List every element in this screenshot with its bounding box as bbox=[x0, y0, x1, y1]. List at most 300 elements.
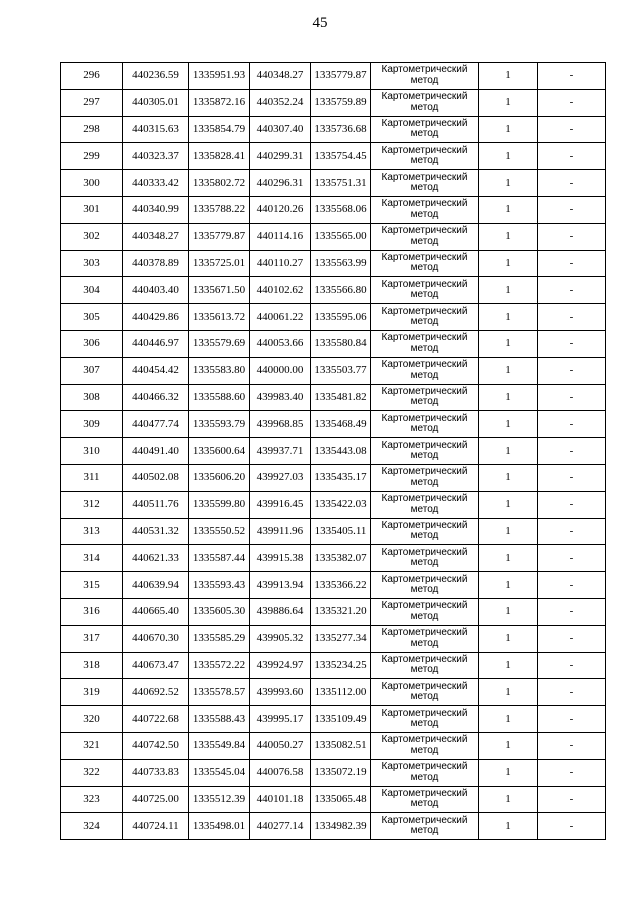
method-text-line2: метод bbox=[410, 396, 439, 408]
extra-cell: - bbox=[538, 330, 606, 357]
method-text-line2: метод bbox=[410, 798, 439, 810]
x1-cell: 440531.32 bbox=[123, 518, 189, 545]
extra-cell: - bbox=[538, 223, 606, 250]
y2-cell: 1334982.39 bbox=[311, 813, 371, 840]
extra-cell: - bbox=[538, 706, 606, 733]
point-number-cell: 320 bbox=[61, 706, 123, 733]
x1-cell: 440511.76 bbox=[123, 491, 189, 518]
table-row bbox=[61, 759, 606, 786]
point-number-cell: 324 bbox=[61, 813, 123, 840]
method-cell bbox=[371, 330, 479, 357]
method-cell bbox=[371, 598, 479, 625]
table-row bbox=[61, 223, 606, 250]
y1-cell: 1335725.01 bbox=[189, 250, 250, 277]
y1-cell: 1335545.04 bbox=[189, 759, 250, 786]
x2-cell: 440000.00 bbox=[250, 357, 311, 384]
method-text-line2: метод bbox=[410, 101, 439, 113]
point-number-cell: 309 bbox=[61, 411, 123, 438]
point-number-cell: 321 bbox=[61, 732, 123, 759]
point-number-cell: 308 bbox=[61, 384, 123, 411]
x2-cell: 439915.38 bbox=[250, 545, 311, 572]
y2-cell: 1335736.68 bbox=[311, 116, 371, 143]
x1-cell: 440466.32 bbox=[123, 384, 189, 411]
method-text-line2: метод bbox=[410, 316, 439, 328]
method-text-line1: Картометрический bbox=[381, 91, 468, 103]
method-text-line1: Картометрический bbox=[381, 412, 468, 424]
y2-cell: 1335405.11 bbox=[311, 518, 371, 545]
accuracy-cell: 1 bbox=[479, 170, 538, 197]
point-number-cell: 298 bbox=[61, 116, 123, 143]
y1-cell: 1335600.64 bbox=[189, 438, 250, 465]
method-text-line1: Картометрический bbox=[381, 385, 468, 397]
table-row bbox=[61, 143, 606, 170]
y1-cell: 1335788.22 bbox=[189, 196, 250, 223]
x2-cell: 440050.27 bbox=[250, 732, 311, 759]
x2-cell: 440061.22 bbox=[250, 304, 311, 331]
method-text-line2: метод bbox=[410, 450, 439, 462]
method-text-line2: метод bbox=[410, 155, 439, 167]
method-text-line1: Картометрический bbox=[381, 64, 468, 76]
y2-cell: 1335503.77 bbox=[311, 357, 371, 384]
x2-cell: 440352.24 bbox=[250, 89, 311, 116]
method-text-line1: Картометрический bbox=[381, 761, 468, 773]
accuracy-cell: 1 bbox=[479, 491, 538, 518]
method-text-line2: метод bbox=[410, 369, 439, 381]
x1-cell: 440639.94 bbox=[123, 572, 189, 599]
accuracy-cell: 1 bbox=[479, 89, 538, 116]
table-row bbox=[61, 545, 606, 572]
y1-cell: 1335585.29 bbox=[189, 625, 250, 652]
extra-cell: - bbox=[538, 277, 606, 304]
accuracy-cell: 1 bbox=[479, 652, 538, 679]
x1-cell: 440315.63 bbox=[123, 116, 189, 143]
y1-cell: 1335512.39 bbox=[189, 786, 250, 813]
method-text-line2: метод bbox=[410, 691, 439, 703]
method-text-line2: метод bbox=[410, 74, 439, 86]
method-cell bbox=[371, 491, 479, 518]
page-number: 45 bbox=[312, 15, 328, 31]
accuracy-cell: 1 bbox=[479, 438, 538, 465]
method-text-line2: метод bbox=[410, 182, 439, 194]
method-cell bbox=[371, 196, 479, 223]
extra-cell: - bbox=[538, 411, 606, 438]
accuracy-cell: 1 bbox=[479, 732, 538, 759]
method-cell bbox=[371, 143, 479, 170]
method-text-line1: Картометрический bbox=[381, 493, 468, 505]
y2-cell: 1335565.00 bbox=[311, 223, 371, 250]
method-text-line1: Картометрический bbox=[381, 466, 468, 478]
x2-cell: 439995.17 bbox=[250, 706, 311, 733]
method-cell bbox=[371, 759, 479, 786]
x1-cell: 440348.27 bbox=[123, 223, 189, 250]
method-cell bbox=[371, 652, 479, 679]
accuracy-cell: 1 bbox=[479, 625, 538, 652]
x1-cell: 440725.00 bbox=[123, 786, 189, 813]
y2-cell: 1335277.34 bbox=[311, 625, 371, 652]
extra-cell: - bbox=[538, 384, 606, 411]
x2-cell: 440102.62 bbox=[250, 277, 311, 304]
y2-cell: 1335234.25 bbox=[311, 652, 371, 679]
x2-cell: 440120.26 bbox=[250, 196, 311, 223]
method-text-line2: метод bbox=[410, 771, 439, 783]
extra-cell: - bbox=[538, 786, 606, 813]
point-number-cell: 306 bbox=[61, 330, 123, 357]
table-row bbox=[61, 464, 606, 491]
point-number-cell: 299 bbox=[61, 143, 123, 170]
x1-cell: 440429.86 bbox=[123, 304, 189, 331]
extra-cell: - bbox=[538, 545, 606, 572]
extra-cell: - bbox=[538, 572, 606, 599]
x2-cell: 439937.71 bbox=[250, 438, 311, 465]
method-text-line1: Картометрический bbox=[381, 251, 468, 263]
method-text-line2: метод bbox=[410, 503, 439, 515]
x1-cell: 440742.50 bbox=[123, 732, 189, 759]
table-row bbox=[61, 89, 606, 116]
method-text-line2: метод bbox=[410, 637, 439, 649]
y1-cell: 1335951.93 bbox=[189, 63, 250, 90]
extra-cell: - bbox=[538, 491, 606, 518]
method-cell bbox=[371, 786, 479, 813]
y2-cell: 1335759.89 bbox=[311, 89, 371, 116]
method-cell bbox=[371, 384, 479, 411]
accuracy-cell: 1 bbox=[479, 598, 538, 625]
table-row bbox=[61, 491, 606, 518]
extra-cell: - bbox=[538, 759, 606, 786]
x2-cell: 440299.31 bbox=[250, 143, 311, 170]
point-number-cell: 302 bbox=[61, 223, 123, 250]
y2-cell: 1335595.06 bbox=[311, 304, 371, 331]
x2-cell: 439905.32 bbox=[250, 625, 311, 652]
table-row bbox=[61, 357, 606, 384]
extra-cell: - bbox=[538, 598, 606, 625]
method-text-line2: метод bbox=[410, 557, 439, 569]
x2-cell: 440277.14 bbox=[250, 813, 311, 840]
x1-cell: 440236.59 bbox=[123, 63, 189, 90]
y2-cell: 1335566.80 bbox=[311, 277, 371, 304]
method-text-line1: Картометрический bbox=[381, 225, 468, 237]
y1-cell: 1335550.52 bbox=[189, 518, 250, 545]
accuracy-cell: 1 bbox=[479, 116, 538, 143]
x1-cell: 440477.74 bbox=[123, 411, 189, 438]
extra-cell: - bbox=[538, 438, 606, 465]
y2-cell: 1335751.31 bbox=[311, 170, 371, 197]
y1-cell: 1335671.50 bbox=[189, 277, 250, 304]
method-cell bbox=[371, 625, 479, 652]
method-text-line2: метод bbox=[410, 718, 439, 730]
table-body bbox=[61, 63, 606, 840]
method-text-line1: Картометрический bbox=[381, 546, 468, 558]
method-text-line1: Картометрический bbox=[381, 117, 468, 129]
accuracy-cell: 1 bbox=[479, 786, 538, 813]
accuracy-cell: 1 bbox=[479, 759, 538, 786]
y1-cell: 1335606.20 bbox=[189, 464, 250, 491]
method-text-line1: Картометрический bbox=[381, 627, 468, 639]
y2-cell: 1335481.82 bbox=[311, 384, 371, 411]
point-number-cell: 304 bbox=[61, 277, 123, 304]
x2-cell: 440296.31 bbox=[250, 170, 311, 197]
point-number-cell: 305 bbox=[61, 304, 123, 331]
y1-cell: 1335578.57 bbox=[189, 679, 250, 706]
table-row bbox=[61, 438, 606, 465]
method-text-line2: метод bbox=[410, 664, 439, 676]
x2-cell: 440307.40 bbox=[250, 116, 311, 143]
accuracy-cell: 1 bbox=[479, 545, 538, 572]
method-text-line1: Картометрический bbox=[381, 144, 468, 156]
method-text-line1: Картометрический bbox=[381, 814, 468, 826]
point-number-cell: 301 bbox=[61, 196, 123, 223]
x1-cell: 440724.11 bbox=[123, 813, 189, 840]
table-row bbox=[61, 572, 606, 599]
method-text-line1: Картометрический bbox=[381, 787, 468, 799]
x2-cell: 440348.27 bbox=[250, 63, 311, 90]
method-cell bbox=[371, 223, 479, 250]
method-cell bbox=[371, 438, 479, 465]
accuracy-cell: 1 bbox=[479, 384, 538, 411]
extra-cell: - bbox=[538, 196, 606, 223]
point-number-cell: 323 bbox=[61, 786, 123, 813]
accuracy-cell: 1 bbox=[479, 196, 538, 223]
method-cell bbox=[371, 464, 479, 491]
y1-cell: 1335605.30 bbox=[189, 598, 250, 625]
table-row bbox=[61, 170, 606, 197]
point-number-cell: 296 bbox=[61, 63, 123, 90]
y2-cell: 1335779.87 bbox=[311, 63, 371, 90]
x2-cell: 439927.03 bbox=[250, 464, 311, 491]
table-row bbox=[61, 63, 606, 90]
method-cell bbox=[371, 116, 479, 143]
method-text-line2: метод bbox=[410, 208, 439, 220]
method-cell bbox=[371, 572, 479, 599]
method-text-line2: метод bbox=[410, 530, 439, 542]
y2-cell: 1335580.84 bbox=[311, 330, 371, 357]
x2-cell: 440076.58 bbox=[250, 759, 311, 786]
point-number-cell: 303 bbox=[61, 250, 123, 277]
table-row bbox=[61, 732, 606, 759]
method-text-line1: Картометрический bbox=[381, 278, 468, 290]
x1-cell: 440665.40 bbox=[123, 598, 189, 625]
accuracy-cell: 1 bbox=[479, 277, 538, 304]
method-cell bbox=[371, 813, 479, 840]
accuracy-cell: 1 bbox=[479, 63, 538, 90]
method-text-line1: Картометрический bbox=[381, 573, 468, 585]
y2-cell: 1335568.06 bbox=[311, 196, 371, 223]
y2-cell: 1335443.08 bbox=[311, 438, 371, 465]
x2-cell: 439993.60 bbox=[250, 679, 311, 706]
method-cell bbox=[371, 706, 479, 733]
extra-cell: - bbox=[538, 250, 606, 277]
method-text-line1: Картометрический bbox=[381, 680, 468, 692]
method-text-line1: Картометрический bbox=[381, 332, 468, 344]
y2-cell: 1335435.17 bbox=[311, 464, 371, 491]
point-number-cell: 316 bbox=[61, 598, 123, 625]
method-text-line2: метод bbox=[410, 289, 439, 301]
y1-cell: 1335587.44 bbox=[189, 545, 250, 572]
point-number-cell: 311 bbox=[61, 464, 123, 491]
point-number-cell: 300 bbox=[61, 170, 123, 197]
y2-cell: 1335072.19 bbox=[311, 759, 371, 786]
x1-cell: 440692.52 bbox=[123, 679, 189, 706]
accuracy-cell: 1 bbox=[479, 464, 538, 491]
table-row bbox=[61, 518, 606, 545]
x1-cell: 440323.37 bbox=[123, 143, 189, 170]
y1-cell: 1335828.41 bbox=[189, 143, 250, 170]
method-text-line2: метод bbox=[410, 744, 439, 756]
method-cell bbox=[371, 89, 479, 116]
extra-cell: - bbox=[538, 625, 606, 652]
point-number-cell: 297 bbox=[61, 89, 123, 116]
coordinates-table bbox=[60, 62, 606, 840]
method-text-line2: метод bbox=[410, 128, 439, 140]
method-cell bbox=[371, 250, 479, 277]
method-text-line2: метод bbox=[410, 476, 439, 488]
y2-cell: 1335468.49 bbox=[311, 411, 371, 438]
method-text-line1: Картометрический bbox=[381, 171, 468, 183]
y2-cell: 1335065.48 bbox=[311, 786, 371, 813]
y1-cell: 1335854.79 bbox=[189, 116, 250, 143]
table-row bbox=[61, 304, 606, 331]
method-cell bbox=[371, 63, 479, 90]
y1-cell: 1335579.69 bbox=[189, 330, 250, 357]
y1-cell: 1335583.80 bbox=[189, 357, 250, 384]
table-row bbox=[61, 625, 606, 652]
table-row bbox=[61, 411, 606, 438]
method-text-line1: Картометрический bbox=[381, 707, 468, 719]
point-number-cell: 319 bbox=[61, 679, 123, 706]
method-cell bbox=[371, 357, 479, 384]
method-cell bbox=[371, 545, 479, 572]
y1-cell: 1335549.84 bbox=[189, 732, 250, 759]
method-cell bbox=[371, 304, 479, 331]
extra-cell: - bbox=[538, 143, 606, 170]
y2-cell: 1335382.07 bbox=[311, 545, 371, 572]
y2-cell: 1335422.03 bbox=[311, 491, 371, 518]
method-text-line2: метод bbox=[410, 584, 439, 596]
x2-cell: 440114.16 bbox=[250, 223, 311, 250]
point-number-cell: 322 bbox=[61, 759, 123, 786]
y1-cell: 1335802.72 bbox=[189, 170, 250, 197]
point-number-cell: 315 bbox=[61, 572, 123, 599]
table-row bbox=[61, 706, 606, 733]
x2-cell: 439911.96 bbox=[250, 518, 311, 545]
method-text-line2: метод bbox=[410, 825, 439, 837]
table-row bbox=[61, 250, 606, 277]
method-text-line1: Картометрический bbox=[381, 600, 468, 612]
x1-cell: 440621.33 bbox=[123, 545, 189, 572]
accuracy-cell: 1 bbox=[479, 223, 538, 250]
table-row bbox=[61, 598, 606, 625]
x2-cell: 440101.18 bbox=[250, 786, 311, 813]
method-text-line1: Картометрический bbox=[381, 519, 468, 531]
method-cell bbox=[371, 411, 479, 438]
method-text-line1: Картометрический bbox=[381, 305, 468, 317]
accuracy-cell: 1 bbox=[479, 304, 538, 331]
method-text-line2: метод bbox=[410, 342, 439, 354]
x2-cell: 439983.40 bbox=[250, 384, 311, 411]
accuracy-cell: 1 bbox=[479, 357, 538, 384]
method-cell bbox=[371, 277, 479, 304]
x2-cell: 439886.64 bbox=[250, 598, 311, 625]
table-row bbox=[61, 116, 606, 143]
extra-cell: - bbox=[538, 304, 606, 331]
y2-cell: 1335082.51 bbox=[311, 732, 371, 759]
y2-cell: 1335112.00 bbox=[311, 679, 371, 706]
x2-cell: 439924.97 bbox=[250, 652, 311, 679]
method-text-line1: Картометрический bbox=[381, 439, 468, 451]
y2-cell: 1335321.20 bbox=[311, 598, 371, 625]
accuracy-cell: 1 bbox=[479, 250, 538, 277]
x1-cell: 440305.01 bbox=[123, 89, 189, 116]
extra-cell: - bbox=[538, 732, 606, 759]
x1-cell: 440502.08 bbox=[123, 464, 189, 491]
x1-cell: 440670.30 bbox=[123, 625, 189, 652]
y1-cell: 1335588.43 bbox=[189, 706, 250, 733]
method-text-line1: Картометрический bbox=[381, 734, 468, 746]
y2-cell: 1335754.45 bbox=[311, 143, 371, 170]
accuracy-cell: 1 bbox=[479, 143, 538, 170]
extra-cell: - bbox=[538, 652, 606, 679]
y2-cell: 1335366.22 bbox=[311, 572, 371, 599]
x2-cell: 440053.66 bbox=[250, 330, 311, 357]
table-row bbox=[61, 277, 606, 304]
point-number-cell: 318 bbox=[61, 652, 123, 679]
accuracy-cell: 1 bbox=[479, 572, 538, 599]
y2-cell: 1335563.99 bbox=[311, 250, 371, 277]
x1-cell: 440454.42 bbox=[123, 357, 189, 384]
x2-cell: 439913.94 bbox=[250, 572, 311, 599]
table-row bbox=[61, 679, 606, 706]
x2-cell: 439916.45 bbox=[250, 491, 311, 518]
table-row bbox=[61, 196, 606, 223]
x1-cell: 440403.40 bbox=[123, 277, 189, 304]
x1-cell: 440333.42 bbox=[123, 170, 189, 197]
table-row bbox=[61, 813, 606, 840]
table-row bbox=[61, 330, 606, 357]
x2-cell: 440110.27 bbox=[250, 250, 311, 277]
y2-cell: 1335109.49 bbox=[311, 706, 371, 733]
x1-cell: 440446.97 bbox=[123, 330, 189, 357]
x1-cell: 440722.68 bbox=[123, 706, 189, 733]
method-text-line1: Картометрический bbox=[381, 198, 468, 210]
point-number-cell: 313 bbox=[61, 518, 123, 545]
accuracy-cell: 1 bbox=[479, 706, 538, 733]
y1-cell: 1335572.22 bbox=[189, 652, 250, 679]
x1-cell: 440340.99 bbox=[123, 196, 189, 223]
extra-cell: - bbox=[538, 679, 606, 706]
y1-cell: 1335498.01 bbox=[189, 813, 250, 840]
table-row bbox=[61, 652, 606, 679]
extra-cell: - bbox=[538, 170, 606, 197]
method-text-line2: метод bbox=[410, 423, 439, 435]
point-number-cell: 317 bbox=[61, 625, 123, 652]
extra-cell: - bbox=[538, 116, 606, 143]
extra-cell: - bbox=[538, 813, 606, 840]
point-number-cell: 314 bbox=[61, 545, 123, 572]
accuracy-cell: 1 bbox=[479, 330, 538, 357]
extra-cell: - bbox=[538, 464, 606, 491]
x1-cell: 440733.83 bbox=[123, 759, 189, 786]
accuracy-cell: 1 bbox=[479, 518, 538, 545]
method-text-line2: метод bbox=[410, 610, 439, 622]
table-row bbox=[61, 786, 606, 813]
y1-cell: 1335779.87 bbox=[189, 223, 250, 250]
method-cell bbox=[371, 732, 479, 759]
y1-cell: 1335593.79 bbox=[189, 411, 250, 438]
method-cell bbox=[371, 679, 479, 706]
accuracy-cell: 1 bbox=[479, 813, 538, 840]
accuracy-cell: 1 bbox=[479, 411, 538, 438]
y1-cell: 1335872.16 bbox=[189, 89, 250, 116]
accuracy-cell: 1 bbox=[479, 679, 538, 706]
